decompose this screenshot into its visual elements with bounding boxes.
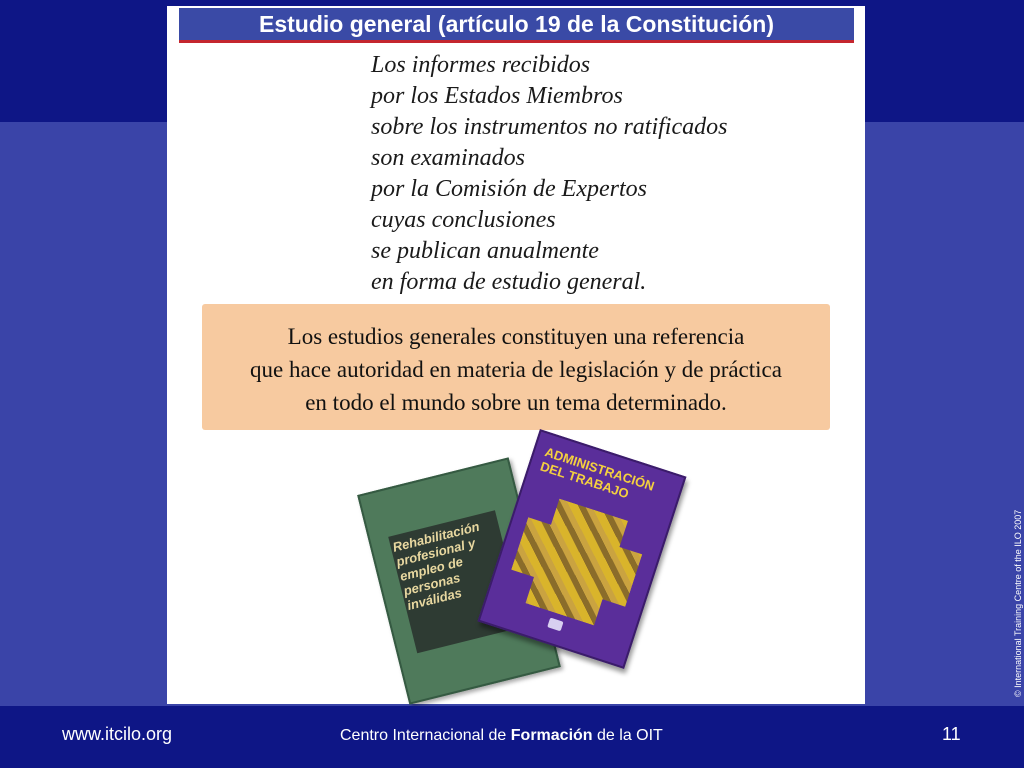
- book-cover-text: Rehabilitación profesional y empleo de personas inválidas: [391, 518, 481, 613]
- footer-org-suffix: de la OIT: [592, 727, 663, 744]
- slide-title: Estudio general (artículo 19 de la Constitución): [258, 11, 775, 37]
- book-cover-photo: [503, 491, 651, 633]
- body-line: Los informes recibidos: [371, 52, 591, 78]
- body-line: sobre los instrumentos no ratificados: [371, 114, 728, 140]
- footer-org-bold: Formación: [510, 727, 593, 744]
- body-line: en forma de estudio general.: [371, 269, 647, 295]
- footer-url-link[interactable]: www.itcilo.org: [62, 724, 173, 744]
- copyright-notice: © International Training Centre of the ILO 2007: [1013, 509, 1023, 697]
- body-line: son examinados: [371, 145, 525, 171]
- page-number: 11: [942, 724, 961, 744]
- body-line: por la Comisión de Expertos: [371, 176, 647, 202]
- body-text: [371, 50, 727, 298]
- slide-title-bar: [179, 8, 854, 43]
- footer-organization: [340, 727, 663, 745]
- ilo-logo-icon: [547, 618, 563, 632]
- highlight-box: [202, 304, 830, 430]
- book-cover-title: ADMINISTRACIÓN DEL TRABAJO: [538, 444, 657, 502]
- highlight-line: Los estudios generales constituyen una referencia: [287, 324, 745, 349]
- body-line: por los Estados Miembros: [371, 83, 623, 109]
- footer-org-prefix: Centro Internacional de: [340, 727, 511, 744]
- body-line: se publican anualmente: [371, 238, 599, 264]
- highlight-line: que hace autoridad en materia de legislación y de práctica: [250, 357, 782, 382]
- highlight-line: en todo el mundo sobre un tema determinado.: [305, 390, 727, 415]
- body-line: cuyas conclusiones: [371, 207, 556, 233]
- highlight-text: [202, 320, 830, 419]
- slide-image: [167, 6, 865, 704]
